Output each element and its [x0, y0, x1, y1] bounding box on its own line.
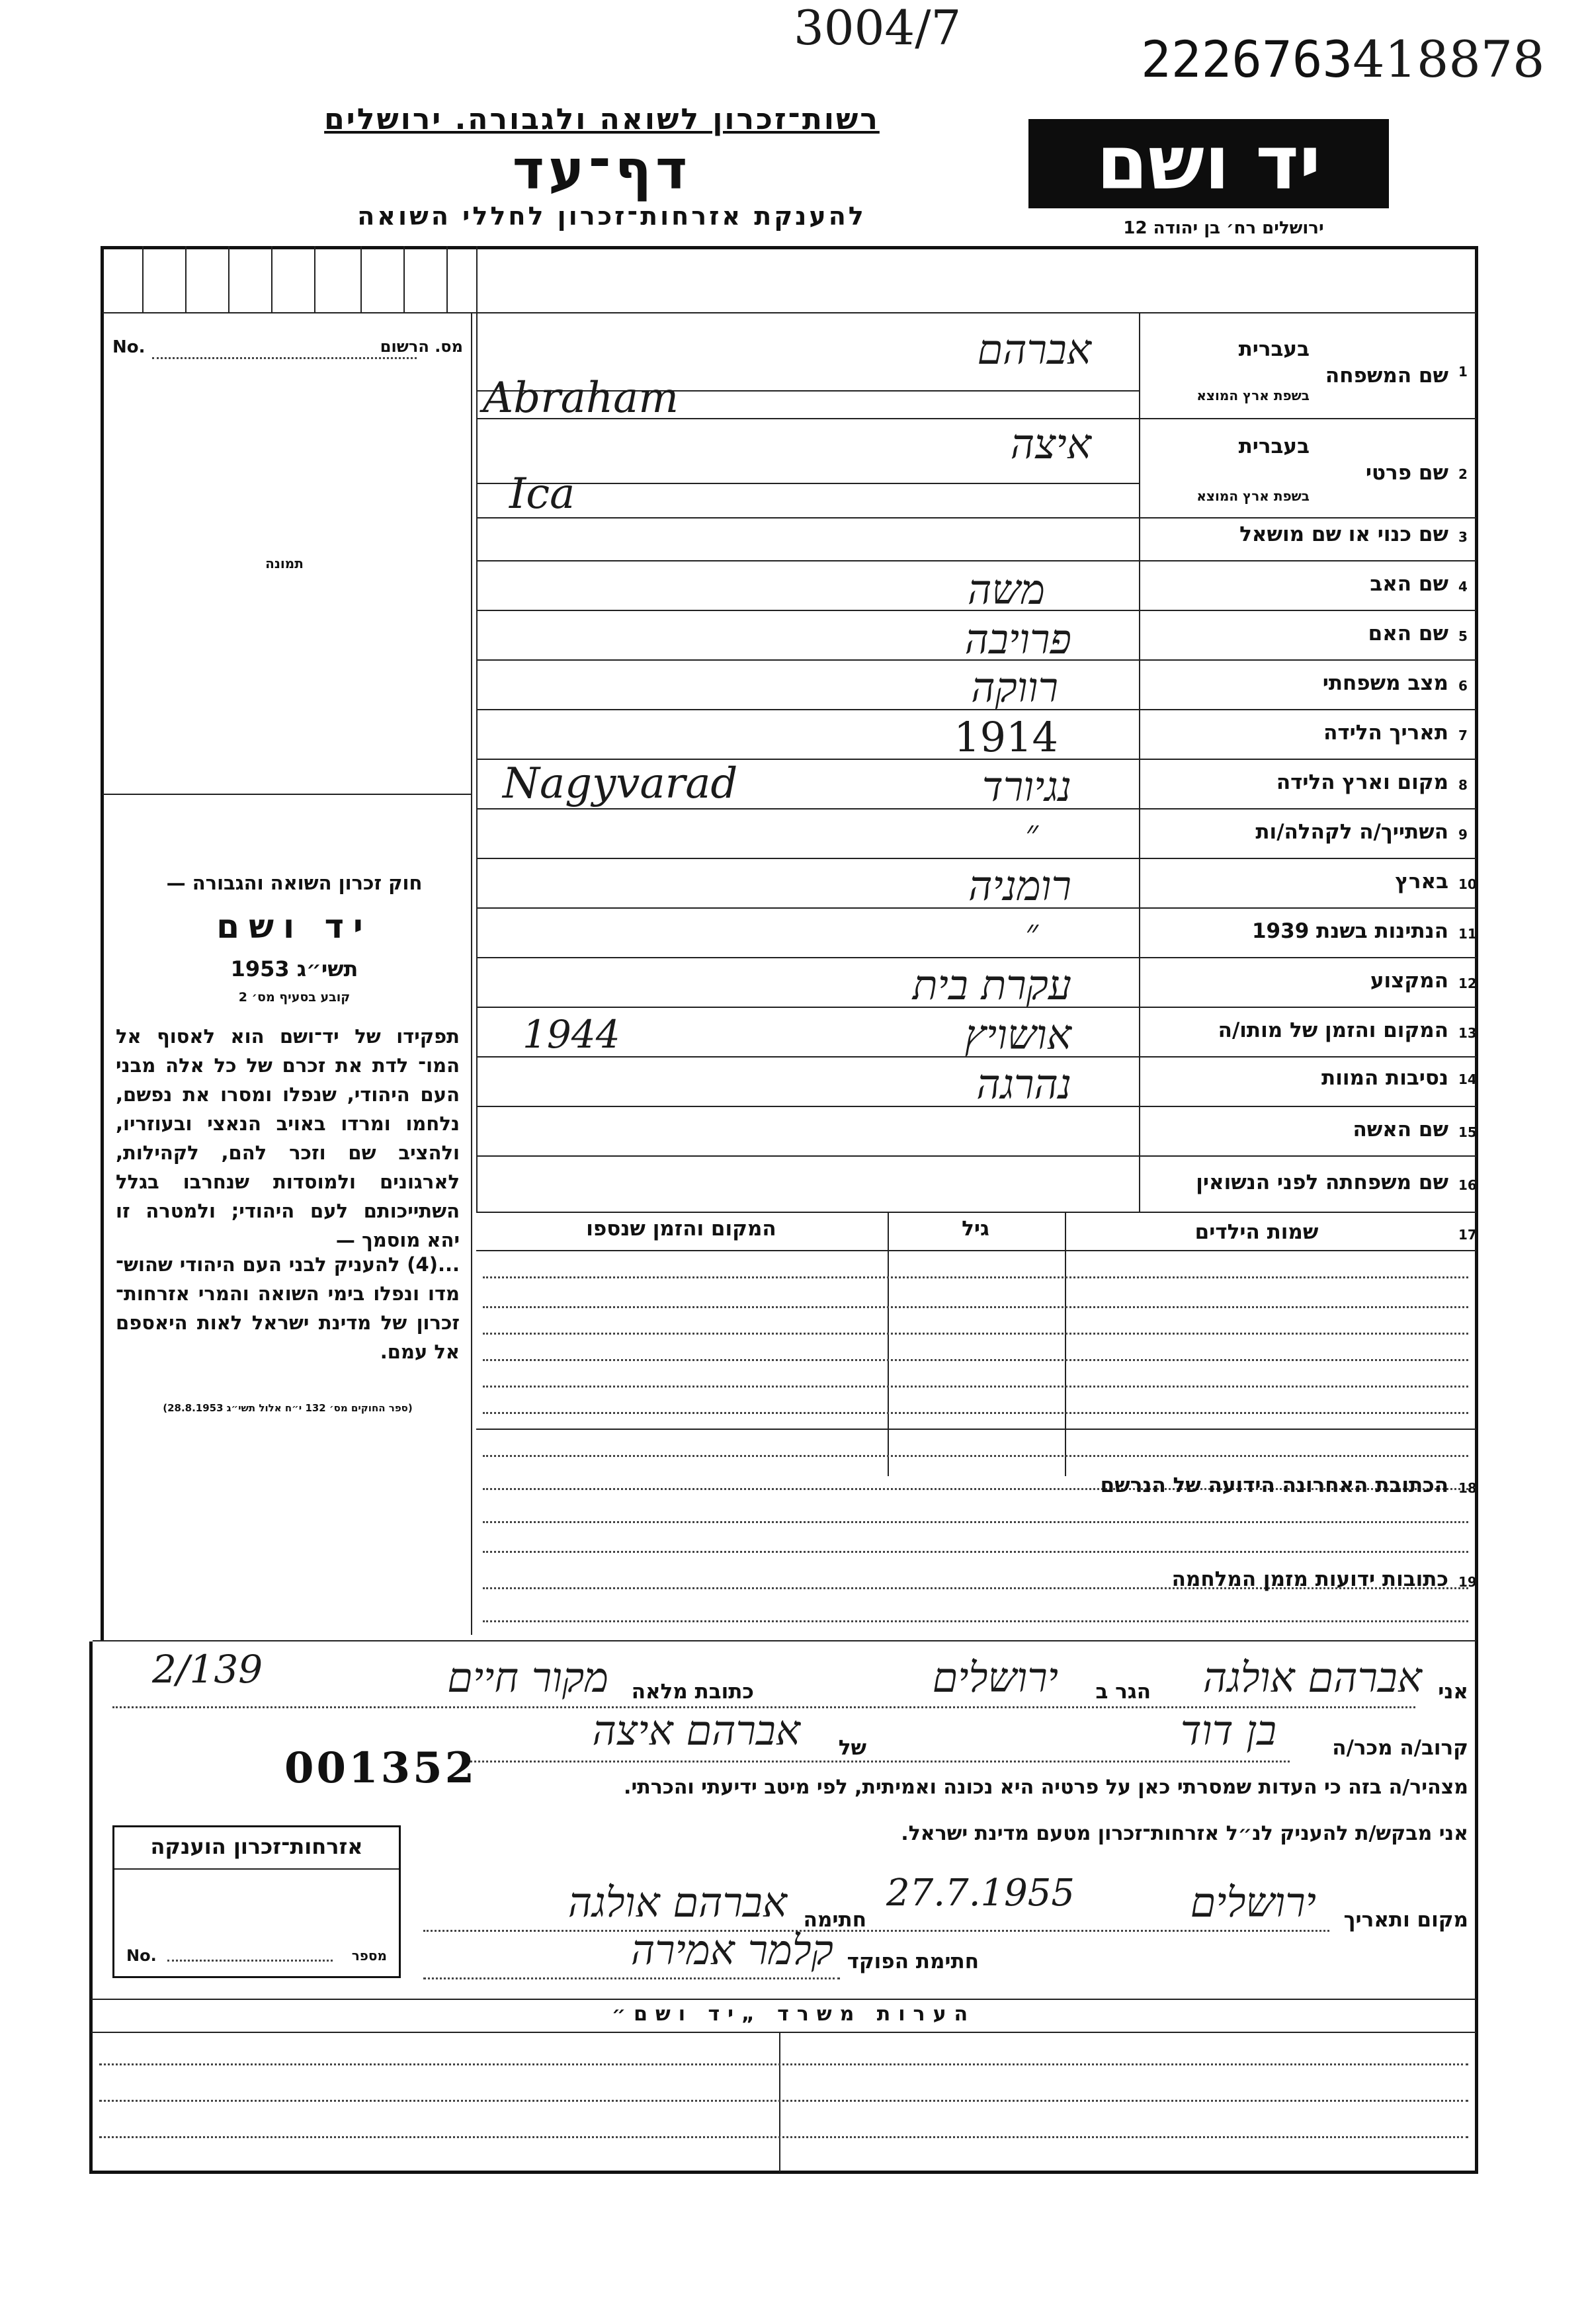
children-row-5 — [483, 1386, 1468, 1388]
row-1-hebrew-label: בעברית — [1238, 337, 1310, 361]
row-5-label: שם האם — [1368, 622, 1448, 645]
row-10-number: 10 — [1458, 876, 1477, 892]
row-line-3 — [476, 560, 1476, 561]
law-clause: קובע בסעיף מס׳ 2 — [238, 990, 351, 1005]
signature-value: אברהם אולגה — [567, 1878, 787, 1927]
row-16-label: שם משפחתה לפני הנשואין — [1196, 1171, 1448, 1194]
last-address-dots-3 — [483, 1521, 1468, 1523]
last-address-label: הכתובת האחרונה הידועה של הנרשם — [1100, 1473, 1448, 1497]
declarant-address-number: 2/139 — [152, 1647, 263, 1692]
row-2-number: 2 — [1458, 466, 1468, 482]
row-line-11 — [476, 957, 1476, 958]
signature-label: חתימה — [803, 1908, 866, 1932]
law-paragraph-1: תפקידו של יד־ושם הוא לאסוף אל המו־ לדת את זכרם של כל אלה מבני העם היהודי, שנפלו ומסרו את נפשם, נלחמו ומרדו באויב הנאצי ובעוזריו, ולהציב שם וזכר להם, לקהילות, לארגונים ולמוסדות שנחרבו בגלל השתייכותם לעם היהודי; ולמטרה זו יהא מוסמך — — [116, 1025, 460, 1251]
form-subtitle: להענקת אזרחות־זכרון לחללי השואה — [357, 202, 866, 231]
declarant-section-top — [93, 1640, 1476, 1641]
children-col-1 — [888, 1212, 889, 1476]
children-names-label: שמות הילדים — [1194, 1220, 1319, 1244]
row-11-label: הנתינות בשנת 1939 — [1251, 919, 1448, 943]
place-date-label: מקום ותאריך — [1343, 1908, 1468, 1932]
authority-title: רשות־זכרון לשואה ולגבורה. ירושלים — [324, 103, 880, 136]
registration-line — [112, 337, 463, 364]
value-column-left — [476, 312, 478, 1212]
row-10-value: רומניה — [968, 862, 1071, 910]
record-number-value: 2226763 — [1141, 30, 1353, 89]
serial-number: 001352 — [284, 1743, 478, 1793]
relation-label: קרוב/ה מכר/ה — [1332, 1736, 1468, 1760]
row-13-label: המקום והזמן של מותו/ה — [1218, 1018, 1448, 1042]
row-3-number: 3 — [1458, 529, 1468, 545]
place-date-line — [423, 1930, 1329, 1932]
registration-no-label: No. — [112, 337, 146, 357]
row-5-number: 5 — [1458, 628, 1468, 644]
strip-box-4 — [271, 246, 272, 312]
row-14-value: נהרגה — [976, 1060, 1071, 1108]
row-6-value: רווקה — [971, 663, 1058, 712]
row-12-label: המקצוע — [1370, 969, 1448, 993]
of-label: של — [838, 1736, 866, 1760]
strip-box-8 — [446, 246, 448, 312]
frame-left-upper — [101, 246, 104, 1641]
wartime-dots-1 — [483, 1551, 1468, 1553]
row-4-label: שם האב — [1370, 572, 1448, 596]
row-2-value-hebrew: איצה — [1010, 420, 1091, 468]
row-7-label: תאריך הלידה — [1323, 721, 1448, 745]
citizenship-box — [112, 1825, 401, 1978]
frame-right — [1475, 246, 1478, 2173]
row-15-number: 15 — [1458, 1124, 1477, 1140]
row-14-number: 14 — [1458, 1071, 1477, 1087]
yad-vashem-logo — [1028, 119, 1389, 208]
law-heading: חוק זכרון השואה והגבורה — — [166, 872, 423, 894]
children-number: 17 — [1458, 1227, 1477, 1243]
frame-top — [103, 246, 1478, 249]
children-row-4 — [483, 1359, 1468, 1361]
row-11-value: ״ — [1025, 913, 1038, 952]
law-paragraph-2: ...(4) להעניק לבני העם היהודי שהוש־ מדו ונפלו בימי השואה והמרי אזרחות־ זכרון של מדינת ישראל לאות היאספם אל עמם. — [116, 1253, 460, 1363]
label-column-divider — [1139, 312, 1140, 1212]
row-6-number: 6 — [1458, 678, 1468, 694]
officer-line — [423, 1977, 840, 1979]
row-1-foreign-label: בשפת ארץ המוצא — [1196, 388, 1310, 403]
declarant-address: מקור חיים — [447, 1653, 608, 1702]
row-11-number: 11 — [1458, 926, 1477, 942]
row-15-label: שם האשה — [1353, 1118, 1448, 1141]
item-number: 418878 — [1353, 30, 1545, 89]
row-10-label: בארץ — [1395, 870, 1448, 893]
row-2-hebrew-label: בעברית — [1238, 435, 1310, 458]
children-col-2 — [1065, 1212, 1066, 1476]
row-2-foreign-label: בשפת ארץ המוצא — [1196, 488, 1310, 504]
row-12-number: 12 — [1458, 975, 1477, 991]
form-title: דף־עד — [512, 139, 692, 202]
address-section-top — [476, 1429, 1476, 1430]
record-number — [1141, 30, 1544, 89]
row-13-value: אושויץ — [964, 1011, 1071, 1059]
strip-box-6 — [360, 246, 362, 312]
children-header-line — [476, 1250, 1476, 1251]
row-line-2a — [476, 483, 1139, 484]
photo-box-bottom — [103, 794, 471, 795]
row-9-value: ״ — [1025, 813, 1038, 853]
logo-text: יד ושם — [1096, 120, 1321, 206]
header-address: ירושלים רח׳ בן יהודה 12 — [1123, 218, 1324, 238]
remarks-line-3 — [99, 2136, 1468, 2138]
remarks-title: הערות משרד „יד ושם״ — [611, 2003, 976, 2026]
row-1-value-latin: Abraham — [483, 374, 679, 423]
row-4-value: משה — [968, 565, 1045, 614]
strip-box-7 — [403, 246, 405, 312]
children-row-3 — [483, 1333, 1468, 1335]
row-line-16 — [476, 1212, 1476, 1213]
frame-left-lower — [89, 1641, 93, 2172]
children-row-1 — [483, 1276, 1468, 1278]
row-3-label: שם כנוי או שם מושאל — [1239, 522, 1448, 546]
photo-label: תמונה — [265, 556, 304, 571]
row-1-label: שם המשפחה — [1325, 364, 1448, 388]
officer-label: חתימת הפוקד — [847, 1950, 979, 1973]
remarks-center-divider — [779, 2032, 780, 2172]
declarant-name: אברהם אולגה — [1202, 1653, 1422, 1702]
declaration-text: מצהיר/ה בזה כי העדות שמסרתי כאן על פרטיה היא נכונה ואמיתית, לפי מיטב ידיעתי והכרתי. — [624, 1776, 1468, 1799]
strip-bottom-line — [103, 312, 1476, 313]
row-12-value: עקרת בית — [912, 961, 1071, 1009]
row-9-label: השתייך/ה לקהלה/ות — [1255, 820, 1448, 844]
row-16-number: 16 — [1458, 1177, 1477, 1193]
row-1-number: 1 — [1458, 364, 1468, 380]
citizenship-no-label: No. — [126, 1946, 157, 1965]
children-row-6 — [483, 1412, 1468, 1414]
row-13-number: 13 — [1458, 1025, 1477, 1041]
row-8-label: מקום וארץ הלידה — [1276, 770, 1448, 794]
citizenship-title: אזרחות־זכרון הוענקה — [150, 1834, 363, 1859]
citizenship-title-line — [114, 1868, 399, 1870]
row-line-2 — [476, 517, 1476, 519]
row-9-number: 9 — [1458, 827, 1468, 843]
row-7-number: 7 — [1458, 727, 1468, 743]
registration-dots — [152, 357, 417, 359]
row-2-label: שם פרטי — [1365, 461, 1448, 485]
law-year: תשי״ג 1953 — [230, 956, 358, 981]
remarks-line-1 — [99, 2063, 1468, 2065]
last-address-dots-1 — [483, 1455, 1468, 1457]
registration-number-label: מס. הרשום — [380, 337, 463, 356]
row-2-value-latin: Ica — [509, 470, 575, 519]
strip-box-2 — [185, 246, 187, 312]
row-4-number: 4 — [1458, 579, 1468, 595]
row-8-number: 8 — [1458, 777, 1468, 793]
wartime-number: 19 — [1458, 1574, 1477, 1590]
strip-box-5 — [314, 246, 315, 312]
children-age-label: גיל — [962, 1217, 989, 1241]
children-place-label: המקום והזמן שנספו — [586, 1217, 776, 1241]
children-row-2 — [483, 1306, 1468, 1308]
strip-box-1 — [142, 246, 144, 312]
officer-signature: קלמר אמירה — [630, 1926, 833, 1974]
row-13-value-year: 1944 — [522, 1012, 620, 1057]
relation-value: בן דוד — [1180, 1706, 1276, 1755]
request-text: אני מבקש/ת להעניק לנ״ל אזרחות־זכרון מטעם מדינת ישראל. — [901, 1822, 1468, 1845]
strip-box-9 — [476, 246, 478, 312]
row-1-value-hebrew: אברהם — [977, 325, 1091, 374]
row-8-value: נגיורד — [981, 763, 1071, 811]
row-6-label: מצב משפחתי — [1322, 671, 1448, 695]
row-14-label: נסיבות המוות — [1321, 1066, 1448, 1090]
law-citation: (ספר החוקים מס׳ 132 י״ח אלול תשי״ג 28.8.1953) — [163, 1402, 413, 1414]
row-line-15 — [476, 1155, 1476, 1157]
remarks-line-2 — [99, 2100, 1468, 2102]
row-line-9 — [476, 858, 1476, 859]
last-address-number: 18 — [1458, 1480, 1477, 1496]
left-column-divider — [471, 312, 472, 1635]
law-name: יד ושם — [216, 907, 372, 946]
frame-bottom — [89, 2171, 1478, 2174]
declarant-resides-label: הגר ב — [1095, 1680, 1151, 1704]
declarant-i-label: אני — [1438, 1680, 1468, 1704]
citizenship-number-line — [167, 1960, 333, 1962]
place-value: ירושלים — [1190, 1878, 1316, 1927]
row-8-value-latin: Nagyvarad — [503, 759, 738, 808]
wartime-label: כתובות ידועות מזמן המלחמה — [1171, 1567, 1448, 1591]
declarant-city: ירושלים — [932, 1653, 1058, 1702]
declarant-address-label: כתובת מלאה — [631, 1680, 754, 1704]
of-name: אברהם איצה — [592, 1706, 800, 1755]
row-7-value: 1914 — [954, 713, 1058, 761]
declarant-line-2 — [463, 1761, 1290, 1763]
remarks-top-line — [91, 1999, 1476, 2000]
row-5-value: פרויבה — [964, 615, 1071, 663]
date-value: 27.7.1955 — [886, 1872, 1075, 1915]
wartime-dots-3 — [483, 1620, 1468, 1622]
file-number: 3004/7 — [794, 0, 962, 56]
citizenship-number-label: מספר — [351, 1948, 387, 1964]
remarks-header-line — [91, 2032, 1476, 2033]
strip-box-3 — [228, 246, 230, 312]
